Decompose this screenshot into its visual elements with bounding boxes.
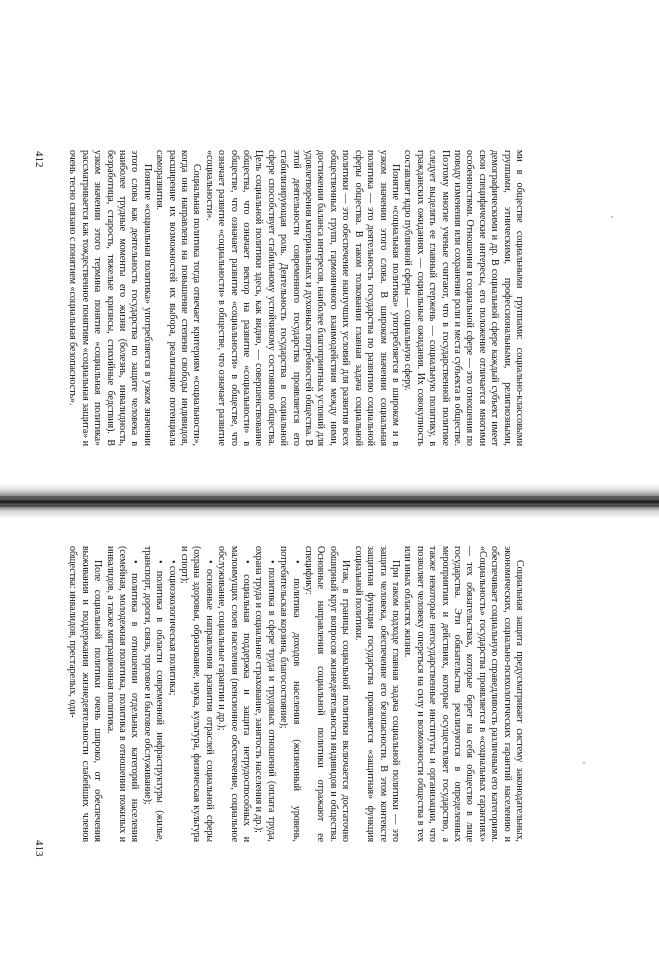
paragraph: Итак, в границы социальной политики включается достаточно обширный круг вопросов жизнедеятельности индивидов и общества. Основные направления социальной политики отражают ее специфику: [303, 546, 352, 842]
list-item: • политика доходов населения (жизненный уровень, потребительская корзина, благосостояние); [277, 546, 302, 842]
paragraph: Поле социальной политики очень широко, от обеспечения выживания и поддержания жизнедеятельности слабейших членов общества: инвалидов, престарелых, оди- [67, 546, 104, 842]
list-item: • социальная поддержка и защита нетрудоспособных и малоимущих слоев населения (пенсионное обеспечение, социальное обслуживание, социальные гарантии и др.); [215, 546, 252, 842]
rotated-book-pages [0, 130, 659, 869]
list-item: • социоэкологическая политика; [165, 546, 177, 842]
scan-speckle [583, 762, 585, 764]
left-page [0, 130, 659, 478]
paragraph: При таком подходе главная задача социальной политики — это защита человека, обеспечение его безопасности. В этом контексте защитная функция государства проявляется «защитная» функция социальной политики. [352, 546, 401, 842]
list-item: • политика в области современной инфраструктуры (жилье, транспорт, дороги, связь, торговое и бытовое обслуживание); [140, 546, 165, 842]
list-item: • политика в отношении отдельных категорий населения (семейная, молодежная политика, политика в отношении пожилых и инвалидов, а также миграционная политика. [103, 546, 140, 842]
paragraph: Социальная политика тогда отвечает критериям «социальности», когда она направлена на повышение степени свободы индивидов, расширение их возможностей их выбора, реализацию потенциала саморазвития. [154, 150, 203, 446]
bullet-list [103, 546, 302, 842]
book-binding-shadow [0, 483, 659, 519]
list-item: • основные направления развития отраслей социальной сферы (охрана здоровья, образование, наука, культура, физическая культура и спорт); [178, 546, 215, 842]
page-number: 412 [33, 151, 45, 168]
paragraph: Социальная защита предусматривает систему законодательных, экономических, социально-психологических гарантий населению и обеспечивает социальную справедливость различным его категориям. «Социальность» государства проявляется в «социальных гарантиях» — тех обязательствах, которые берет на себя общество в лице государства. Эти обязательства реализуются в определенных мероприятиях и действиях, которые осуществляет государство, а также некоторые негосударственные институты и организации, что позволяет человеку опереться на силу и возможности общества в тех или иных областях жизни. [402, 546, 525, 842]
right-page [0, 522, 659, 869]
left-page-text-column [53, 150, 525, 446]
paragraph: Понятие «социальная политика» употребляется в узком значении этого слова как деятельность государства по защите человека в наиболее трудные моменты его жизни (болезнь, инвалидность, безработица, старость, тяжелые кризисы, стихийные бедствия). В узком значении этого термина понятие «социальная политика» рассматривается как тождественное понятиям «социальная защита» и очень тесно связано с понятием «социальная безопасность». [67, 150, 153, 446]
page-number: 413 [33, 840, 45, 857]
list-item: • политика в сфере труда и трудовых отношений (оплата труда, охрана труда и социальное страхование, занятость населения и др.); [252, 546, 277, 842]
paragraph: Понятие «социальная политика» употребляется в широком и в узком значении этого слова. В широком значении социальная политика — это деятельность государства по развитию социальной сферы общества. В таком толковании главная задача социальной политики — это обеспечение наилучших условий для развития всех общественных групп, гармоничного взаимодействия между ними, достижения баланса интересов, наиболее благоприятных условий для удовлетворения материальных и духовных потребностей общества. В этой деятельности современного государства проявляется его стабилизирующая роль. Деятельность государства в социальной сфере способствует стабильному устойчивому состоянию общества. Цель социальной политики здесь, как видно, — совершенствование общества, что означает вектор на развитие «социальности» в обществе, что означает развитие «социальности» в обществе, что означает развитие «социальности» в обществе, что означает развитие «социальности». [203, 150, 401, 446]
right-page-text-column [53, 546, 525, 842]
scan-speckle [96, 838, 98, 840]
paragraph: ми в обществе социальными группами: социально-классовыми группами, этническими, профессиональными, религиозными, демографическими и др. В социальной сфере каждый субъект имеет свои специфические интересы, его положение отличается многими особенностями. Отношения в социальной сфере — это отношения по поводу изменения или сохранения роли и места субъекта в обществе. Поэтому многие ученые считают, что в государственной политике следует выделять ее главный стержень — социальную политику, в гражданских ожиданиях — социальные ожидания. Их совокупность составляет ядро публичной сферы — социальную сферу. [402, 150, 525, 446]
scan-speckle [611, 216, 613, 218]
